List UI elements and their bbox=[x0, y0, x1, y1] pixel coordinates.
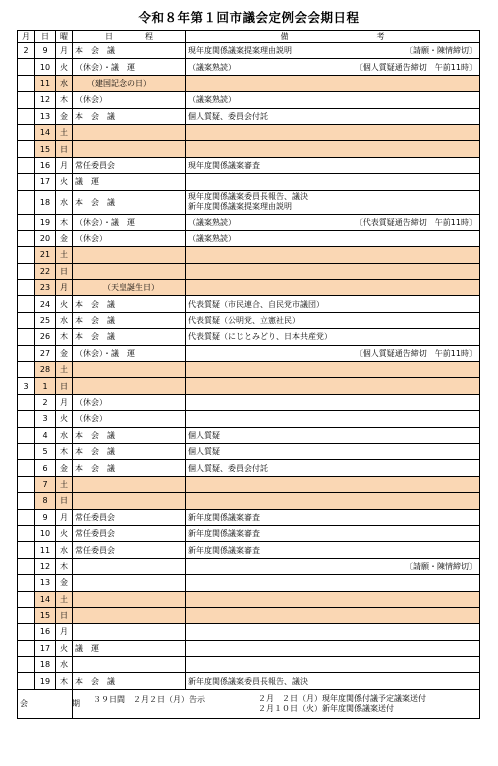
month-cell bbox=[18, 411, 35, 427]
schedule-cell: 本 会 議 bbox=[73, 673, 186, 689]
month-cell bbox=[18, 624, 35, 640]
month-cell bbox=[18, 460, 35, 476]
day-cell: 14 bbox=[35, 124, 56, 140]
month-cell bbox=[18, 558, 35, 574]
table-row bbox=[18, 624, 480, 640]
period-duration: ３９日間 ２月２日（月）告示 bbox=[93, 694, 205, 704]
day-cell: 13 bbox=[35, 108, 56, 124]
schedule-cell: 本 会 議 bbox=[73, 190, 186, 214]
table-row bbox=[18, 427, 480, 443]
notes-cell bbox=[186, 124, 480, 140]
weekday-cell: 日 bbox=[56, 493, 73, 509]
schedule-cell bbox=[73, 607, 186, 623]
schedule-cell: 議 運 bbox=[73, 174, 186, 190]
note-text: 新年度関係議案審査 bbox=[188, 529, 260, 539]
notes-cell bbox=[186, 214, 480, 230]
schedule-cell: 本 会 議 bbox=[73, 312, 186, 328]
table-row bbox=[18, 108, 480, 124]
day-cell: 8 bbox=[35, 493, 56, 509]
schedule-cell: （休会）・議 運 bbox=[73, 214, 186, 230]
table-row bbox=[18, 345, 480, 361]
month-cell bbox=[18, 575, 35, 591]
day-cell: 19 bbox=[35, 673, 56, 689]
weekday-cell: 木 bbox=[56, 558, 73, 574]
note-text: 個人質疑、委員会付託 bbox=[188, 111, 268, 121]
weekday-cell: 日 bbox=[56, 607, 73, 623]
table-row bbox=[18, 525, 480, 541]
note-text: 個人質疑 bbox=[188, 447, 220, 457]
header-schedule: 日 程 bbox=[73, 31, 186, 43]
schedule-cell: （休会） bbox=[73, 92, 186, 108]
day-cell: 19 bbox=[35, 214, 56, 230]
month-cell bbox=[18, 280, 35, 296]
schedule-body bbox=[18, 43, 480, 690]
notes-cell bbox=[186, 411, 480, 427]
period-details bbox=[73, 689, 480, 718]
table-row bbox=[18, 214, 480, 230]
notes-cell bbox=[186, 624, 480, 640]
header-weekday: 曜 bbox=[56, 31, 73, 43]
schedule-cell bbox=[73, 378, 186, 394]
month-cell bbox=[18, 476, 35, 492]
schedule-cell: 本 会 議 bbox=[73, 43, 186, 59]
notes-cell bbox=[186, 607, 480, 623]
weekday-cell: 火 bbox=[56, 411, 73, 427]
note-text: （議案熟読） bbox=[188, 95, 236, 105]
table-row bbox=[18, 476, 480, 492]
schedule-cell bbox=[73, 558, 186, 574]
note-deadline: 〔請願・陳情締切〕 bbox=[405, 561, 477, 571]
notes-cell bbox=[186, 157, 480, 173]
table-row bbox=[18, 141, 480, 157]
weekday-cell: 火 bbox=[56, 174, 73, 190]
schedule-cell bbox=[73, 624, 186, 640]
weekday-cell: 木 bbox=[56, 443, 73, 459]
month-cell bbox=[18, 345, 35, 361]
month-cell bbox=[18, 75, 35, 91]
note-text: 現年度関係議案提案理由説明 bbox=[188, 46, 292, 56]
day-cell: 12 bbox=[35, 558, 56, 574]
day-cell: 22 bbox=[35, 263, 56, 279]
weekday-cell: 水 bbox=[56, 312, 73, 328]
day-cell: 28 bbox=[35, 362, 56, 378]
weekday-cell: 金 bbox=[56, 345, 73, 361]
weekday-cell: 土 bbox=[56, 591, 73, 607]
weekday-cell: 日 bbox=[56, 378, 73, 394]
day-cell: 15 bbox=[35, 607, 56, 623]
table-row bbox=[18, 174, 480, 190]
day-cell: 11 bbox=[35, 542, 56, 558]
schedule-cell: 本 会 議 bbox=[73, 296, 186, 312]
notes-cell bbox=[186, 591, 480, 607]
month-cell bbox=[18, 591, 35, 607]
table-row bbox=[18, 378, 480, 394]
day-cell: 17 bbox=[35, 174, 56, 190]
table-row bbox=[18, 312, 480, 328]
table-row bbox=[18, 59, 480, 75]
month-cell bbox=[18, 108, 35, 124]
notes-cell bbox=[186, 362, 480, 378]
month-cell bbox=[18, 141, 35, 157]
schedule-cell bbox=[73, 657, 186, 673]
notes-cell bbox=[186, 525, 480, 541]
notes-cell bbox=[186, 493, 480, 509]
weekday-cell: 土 bbox=[56, 476, 73, 492]
note-text: （議案熟読） bbox=[188, 217, 236, 227]
note-text: （議案熟読） bbox=[188, 62, 236, 72]
table-row bbox=[18, 263, 480, 279]
header-day: 日 bbox=[35, 31, 56, 43]
month-cell bbox=[18, 59, 35, 75]
schedule-cell: 常任委員会 bbox=[73, 157, 186, 173]
month-cell bbox=[18, 443, 35, 459]
schedule-cell: （休会）・議 運 bbox=[73, 345, 186, 361]
day-cell: 15 bbox=[35, 141, 56, 157]
month-cell bbox=[18, 174, 35, 190]
weekday-cell: 水 bbox=[56, 657, 73, 673]
month-cell: 3 bbox=[18, 378, 35, 394]
day-cell: 23 bbox=[35, 280, 56, 296]
day-cell: 3 bbox=[35, 411, 56, 427]
weekday-cell: 日 bbox=[56, 263, 73, 279]
notes-cell bbox=[186, 108, 480, 124]
day-cell: 5 bbox=[35, 443, 56, 459]
notes-cell bbox=[186, 329, 480, 345]
schedule-cell: 本 会 議 bbox=[73, 108, 186, 124]
day-cell: 1 bbox=[35, 378, 56, 394]
month-cell bbox=[18, 230, 35, 246]
notes-cell bbox=[186, 443, 480, 459]
weekday-cell: 火 bbox=[56, 59, 73, 75]
month-cell bbox=[18, 263, 35, 279]
note-text: 代表質疑（公明党、立憲社民） bbox=[188, 316, 300, 326]
notes-cell bbox=[186, 558, 480, 574]
table-row bbox=[18, 673, 480, 689]
schedule-cell: （休会） bbox=[73, 230, 186, 246]
note-text: 個人質疑 bbox=[188, 430, 220, 440]
period-date-2: ２月１０日（火）新年度関係議案送付 bbox=[258, 703, 394, 713]
notes-cell bbox=[186, 542, 480, 558]
notes-cell bbox=[186, 460, 480, 476]
note-text-2: 新年度関係議案提案理由説明 bbox=[188, 202, 292, 212]
table-row bbox=[18, 190, 480, 214]
weekday-cell: 金 bbox=[56, 230, 73, 246]
notes-cell bbox=[186, 263, 480, 279]
weekday-cell: 火 bbox=[56, 296, 73, 312]
day-cell: 27 bbox=[35, 345, 56, 361]
weekday-cell: 水 bbox=[56, 542, 73, 558]
table-row bbox=[18, 657, 480, 673]
day-cell: 10 bbox=[35, 525, 56, 541]
month-cell bbox=[18, 362, 35, 378]
weekday-cell: 月 bbox=[56, 157, 73, 173]
schedule-cell: （建国記念の日） bbox=[73, 75, 186, 91]
table-row bbox=[18, 575, 480, 591]
schedule-cell bbox=[73, 247, 186, 263]
table-row bbox=[18, 92, 480, 108]
weekday-cell: 木 bbox=[56, 329, 73, 345]
schedule-cell: （休会）・議 運 bbox=[73, 59, 186, 75]
table-row bbox=[18, 124, 480, 140]
weekday-cell: 月 bbox=[56, 624, 73, 640]
table-row bbox=[18, 443, 480, 459]
note-text: 個人質疑、委員会付託 bbox=[188, 463, 268, 473]
day-cell: 18 bbox=[35, 657, 56, 673]
notes-cell bbox=[186, 296, 480, 312]
note-text: 現年度関係議案委員長報告、議決 bbox=[188, 192, 308, 202]
day-cell: 20 bbox=[35, 230, 56, 246]
day-cell: 26 bbox=[35, 329, 56, 345]
month-cell bbox=[18, 657, 35, 673]
schedule-table bbox=[17, 30, 480, 719]
month-cell bbox=[18, 525, 35, 541]
day-cell: 4 bbox=[35, 427, 56, 443]
day-cell: 17 bbox=[35, 640, 56, 656]
notes-cell bbox=[186, 247, 480, 263]
weekday-cell: 月 bbox=[56, 509, 73, 525]
weekday-cell: 日 bbox=[56, 141, 73, 157]
month-cell bbox=[18, 92, 35, 108]
month-cell bbox=[18, 394, 35, 410]
schedule-cell bbox=[73, 476, 186, 492]
weekday-cell: 水 bbox=[56, 427, 73, 443]
month-cell bbox=[18, 190, 35, 214]
table-row bbox=[18, 591, 480, 607]
page-title: 令和８年第１回市議会定例会会期日程 bbox=[138, 10, 360, 25]
session-period-row bbox=[18, 689, 480, 718]
weekday-cell: 火 bbox=[56, 640, 73, 656]
day-cell: 14 bbox=[35, 591, 56, 607]
month-cell bbox=[18, 493, 35, 509]
day-cell: 16 bbox=[35, 624, 56, 640]
day-cell: 18 bbox=[35, 190, 56, 214]
table-row bbox=[18, 509, 480, 525]
note-text: 新年度関係議案委員長報告、議決 bbox=[188, 676, 308, 686]
weekday-cell: 水 bbox=[56, 190, 73, 214]
schedule-cell: 議 運 bbox=[73, 640, 186, 656]
schedule-cell: 本 会 議 bbox=[73, 443, 186, 459]
notes-cell bbox=[186, 427, 480, 443]
table-row bbox=[18, 493, 480, 509]
notes-cell bbox=[186, 476, 480, 492]
day-cell: 24 bbox=[35, 296, 56, 312]
day-cell: 9 bbox=[35, 509, 56, 525]
table-row bbox=[18, 411, 480, 427]
month-cell bbox=[18, 296, 35, 312]
note-text: 代表質疑（市民連合、自民党市議団） bbox=[188, 299, 324, 309]
table-row bbox=[18, 607, 480, 623]
notes-cell bbox=[186, 190, 480, 214]
schedule-cell bbox=[73, 591, 186, 607]
weekday-cell: 火 bbox=[56, 525, 73, 541]
table-row bbox=[18, 558, 480, 574]
schedule-cell bbox=[73, 362, 186, 378]
month-cell bbox=[18, 607, 35, 623]
notes-cell bbox=[186, 92, 480, 108]
table-row bbox=[18, 329, 480, 345]
note-text: 新年度関係議案審査 bbox=[188, 512, 260, 522]
note-text: 現年度関係議案審査 bbox=[188, 160, 260, 170]
schedule-cell: 常任委員会 bbox=[73, 525, 186, 541]
notes-cell bbox=[186, 75, 480, 91]
header-month: 月 bbox=[18, 31, 35, 43]
table-row bbox=[18, 394, 480, 410]
weekday-cell: 金 bbox=[56, 460, 73, 476]
weekday-cell: 金 bbox=[56, 575, 73, 591]
weekday-cell: 土 bbox=[56, 362, 73, 378]
notes-cell bbox=[186, 280, 480, 296]
notes-cell bbox=[186, 312, 480, 328]
schedule-cell: 常任委員会 bbox=[73, 509, 186, 525]
notes-cell bbox=[186, 43, 480, 59]
month-cell bbox=[18, 542, 35, 558]
day-cell: 16 bbox=[35, 157, 56, 173]
notes-cell bbox=[186, 345, 480, 361]
header-notes: 備 考 bbox=[186, 31, 480, 43]
note-deadline: 〔個人質疑通告締切 午前11時〕 bbox=[354, 348, 477, 358]
weekday-cell: 月 bbox=[56, 394, 73, 410]
schedule-cell bbox=[73, 124, 186, 140]
day-cell: 9 bbox=[35, 43, 56, 59]
schedule-cell: 常任委員会 bbox=[73, 542, 186, 558]
weekday-cell: 木 bbox=[56, 92, 73, 108]
schedule-cell: 本 会 議 bbox=[73, 329, 186, 345]
table-row bbox=[18, 640, 480, 656]
schedule-cell bbox=[73, 493, 186, 509]
schedule-cell: 本 会 議 bbox=[73, 427, 186, 443]
day-cell: 11 bbox=[35, 75, 56, 91]
table-row bbox=[18, 542, 480, 558]
day-cell: 21 bbox=[35, 247, 56, 263]
notes-cell bbox=[186, 575, 480, 591]
note-text: （議案熟読） bbox=[188, 234, 236, 244]
month-cell bbox=[18, 214, 35, 230]
table-row bbox=[18, 296, 480, 312]
table-row bbox=[18, 43, 480, 59]
notes-cell bbox=[186, 509, 480, 525]
month-cell bbox=[18, 673, 35, 689]
month-cell bbox=[18, 509, 35, 525]
notes-cell bbox=[186, 59, 480, 75]
weekday-cell: 木 bbox=[56, 673, 73, 689]
notes-cell bbox=[186, 657, 480, 673]
table-row bbox=[18, 362, 480, 378]
day-cell: 12 bbox=[35, 92, 56, 108]
period-label: 会 期 bbox=[18, 689, 73, 718]
month-cell bbox=[18, 427, 35, 443]
table-header-row bbox=[18, 31, 480, 43]
notes-cell bbox=[186, 378, 480, 394]
schedule-cell: （休会） bbox=[73, 394, 186, 410]
day-cell: 6 bbox=[35, 460, 56, 476]
notes-cell bbox=[186, 230, 480, 246]
month-cell bbox=[18, 329, 35, 345]
weekday-cell: 土 bbox=[56, 124, 73, 140]
day-cell: 7 bbox=[35, 476, 56, 492]
weekday-cell: 土 bbox=[56, 247, 73, 263]
day-cell: 13 bbox=[35, 575, 56, 591]
month-cell bbox=[18, 247, 35, 263]
weekday-cell: 金 bbox=[56, 108, 73, 124]
note-deadline: 〔請願・陳情締切〕 bbox=[405, 46, 477, 56]
note-deadline: 〔代表質疑通告締切 午前11時〕 bbox=[354, 217, 477, 227]
weekday-cell: 木 bbox=[56, 214, 73, 230]
notes-cell bbox=[186, 174, 480, 190]
note-text: 新年度関係議案審査 bbox=[188, 545, 260, 555]
table-row bbox=[18, 230, 480, 246]
month-cell bbox=[18, 640, 35, 656]
note-deadline: 〔個人質疑通告締切 午前11時〕 bbox=[354, 62, 477, 72]
table-row bbox=[18, 247, 480, 263]
note-text: 代表質疑（にじとみどり、日本共産党） bbox=[188, 332, 332, 342]
notes-cell bbox=[186, 673, 480, 689]
schedule-cell bbox=[73, 263, 186, 279]
schedule-cell: 本 会 議 bbox=[73, 460, 186, 476]
table-row bbox=[18, 157, 480, 173]
day-cell: 2 bbox=[35, 394, 56, 410]
month-cell bbox=[18, 157, 35, 173]
schedule-cell: （休会） bbox=[73, 411, 186, 427]
month-cell bbox=[18, 124, 35, 140]
weekday-cell: 月 bbox=[56, 43, 73, 59]
notes-cell bbox=[186, 394, 480, 410]
period-date-1: ２月 ２日（月）現年度関係付議予定議案送付 bbox=[258, 693, 426, 703]
weekday-cell: 月 bbox=[56, 280, 73, 296]
table-row bbox=[18, 460, 480, 476]
day-cell: 25 bbox=[35, 312, 56, 328]
schedule-cell bbox=[73, 141, 186, 157]
period-dates bbox=[258, 694, 426, 714]
table-row bbox=[18, 75, 480, 91]
month-cell bbox=[18, 312, 35, 328]
schedule-cell: （天皇誕生日） bbox=[73, 280, 186, 296]
day-cell: 10 bbox=[35, 59, 56, 75]
month-cell: 2 bbox=[18, 43, 35, 59]
notes-cell bbox=[186, 640, 480, 656]
weekday-cell: 水 bbox=[56, 75, 73, 91]
schedule-cell bbox=[73, 575, 186, 591]
notes-cell bbox=[186, 141, 480, 157]
table-row bbox=[18, 280, 480, 296]
